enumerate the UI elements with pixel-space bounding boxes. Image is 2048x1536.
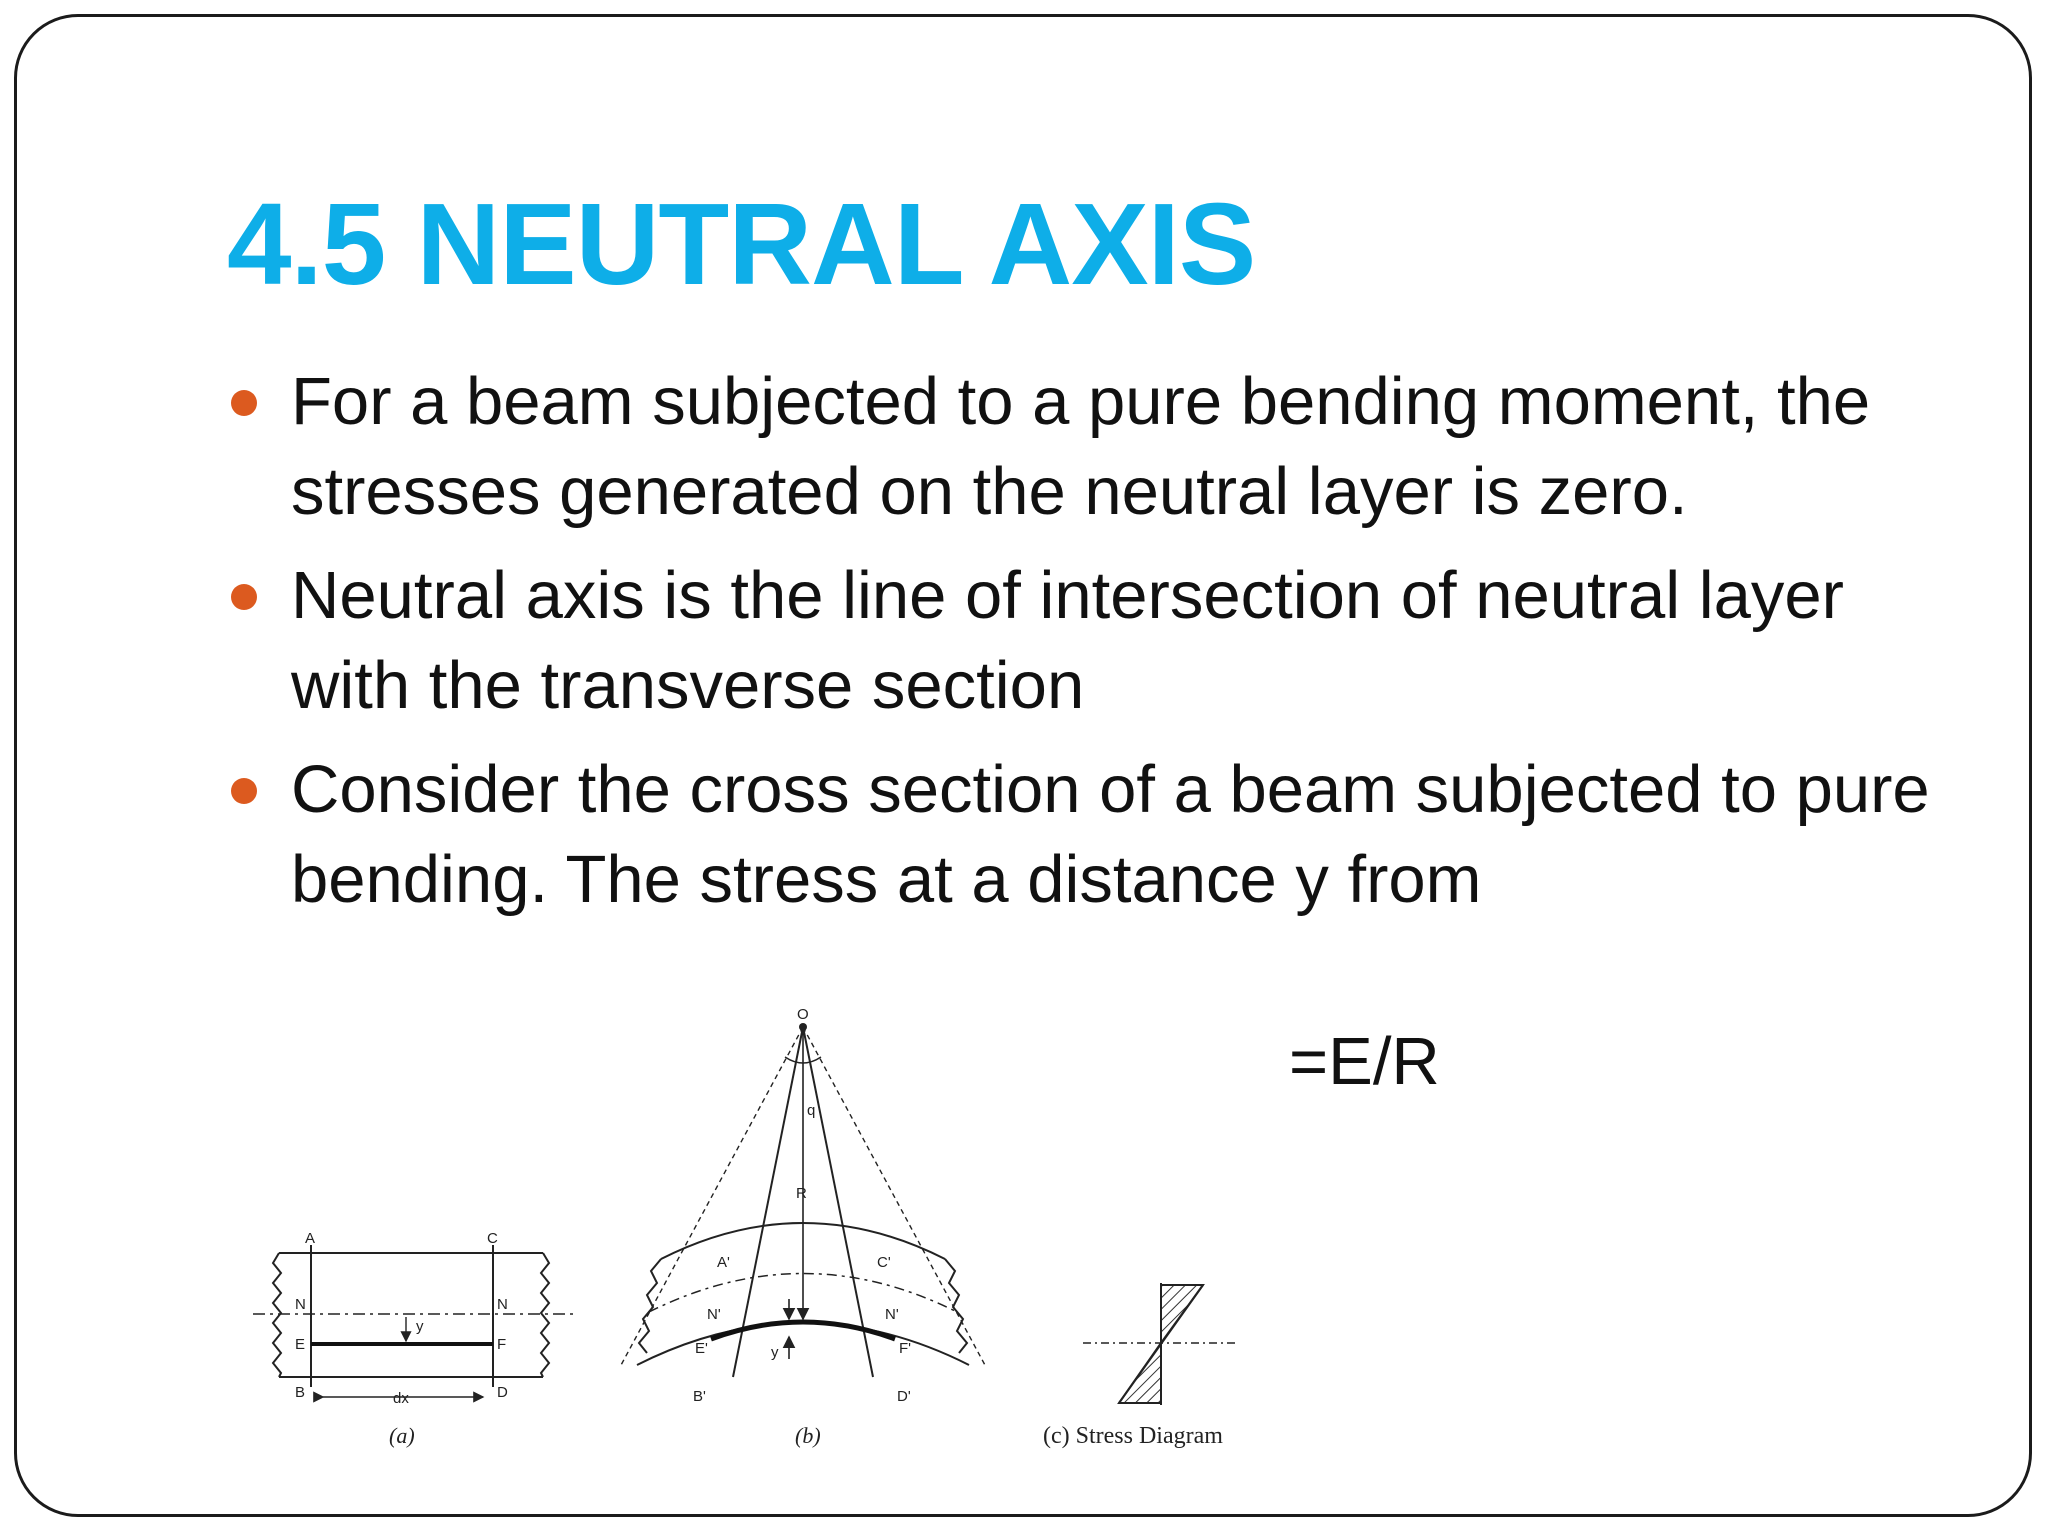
- bullet-dot-icon: [231, 584, 257, 610]
- svg-text:D: D: [497, 1384, 508, 1401]
- svg-text:R: R: [796, 1185, 807, 1202]
- svg-text:N: N: [295, 1296, 306, 1313]
- bullet-list: [227, 357, 1947, 939]
- bullet-item: [227, 357, 1947, 537]
- svg-text:q: q: [807, 1102, 816, 1119]
- svg-text:A': A': [717, 1254, 730, 1271]
- svg-text:F: F: [497, 1336, 507, 1353]
- svg-text:(b): (b): [795, 1423, 821, 1448]
- bullet-text: For a beam subjected to a pure bending moment, the stresses generated on the neutral layer is zero.: [291, 364, 1871, 529]
- slide-title: 4.5 NEUTRAL AXIS: [227, 179, 1256, 309]
- svg-text:B': B': [693, 1388, 706, 1405]
- figure-a-beam: [253, 1230, 578, 1448]
- svg-text:dx: dx: [393, 1390, 409, 1407]
- svg-text:D': D': [897, 1388, 911, 1405]
- svg-text:O: O: [797, 1006, 809, 1023]
- svg-text:(a): (a): [389, 1423, 415, 1448]
- bullet-dot-icon: [231, 778, 257, 804]
- svg-text:B: B: [295, 1384, 306, 1401]
- svg-text:y: y: [771, 1344, 779, 1361]
- svg-text:N': N': [707, 1306, 721, 1323]
- bullet-text: Neutral axis is the line of intersection of neutral layer with the transverse section: [291, 558, 1844, 723]
- svg-text:E': E': [695, 1340, 708, 1357]
- bullet-item: [227, 745, 1947, 925]
- svg-text:C': C': [877, 1254, 891, 1271]
- figure-c-stress-diagram: [1043, 1283, 1239, 1449]
- svg-text:E: E: [295, 1336, 306, 1353]
- stress-diagram-caption: (c) Stress Diagram: [1043, 1423, 1223, 1449]
- svg-text:N': N': [885, 1306, 899, 1323]
- figure-b-bent-beam: [620, 1006, 986, 1448]
- svg-text:y: y: [416, 1318, 424, 1335]
- beam-bending-figure: [193, 987, 1303, 1477]
- bullet-dot-icon: [231, 390, 257, 416]
- svg-text:C: C: [487, 1230, 498, 1247]
- svg-text:N: N: [497, 1296, 508, 1313]
- svg-text:A: A: [305, 1230, 316, 1247]
- bullet-text: Consider the cross section of a beam subjected to pure bending. The stress at a distance y from: [291, 752, 1930, 917]
- svg-text:F': F': [899, 1340, 912, 1357]
- bullet-item: [227, 551, 1947, 731]
- partial-equation-text: =E/R: [1289, 1024, 1440, 1099]
- slide: [14, 14, 2032, 1517]
